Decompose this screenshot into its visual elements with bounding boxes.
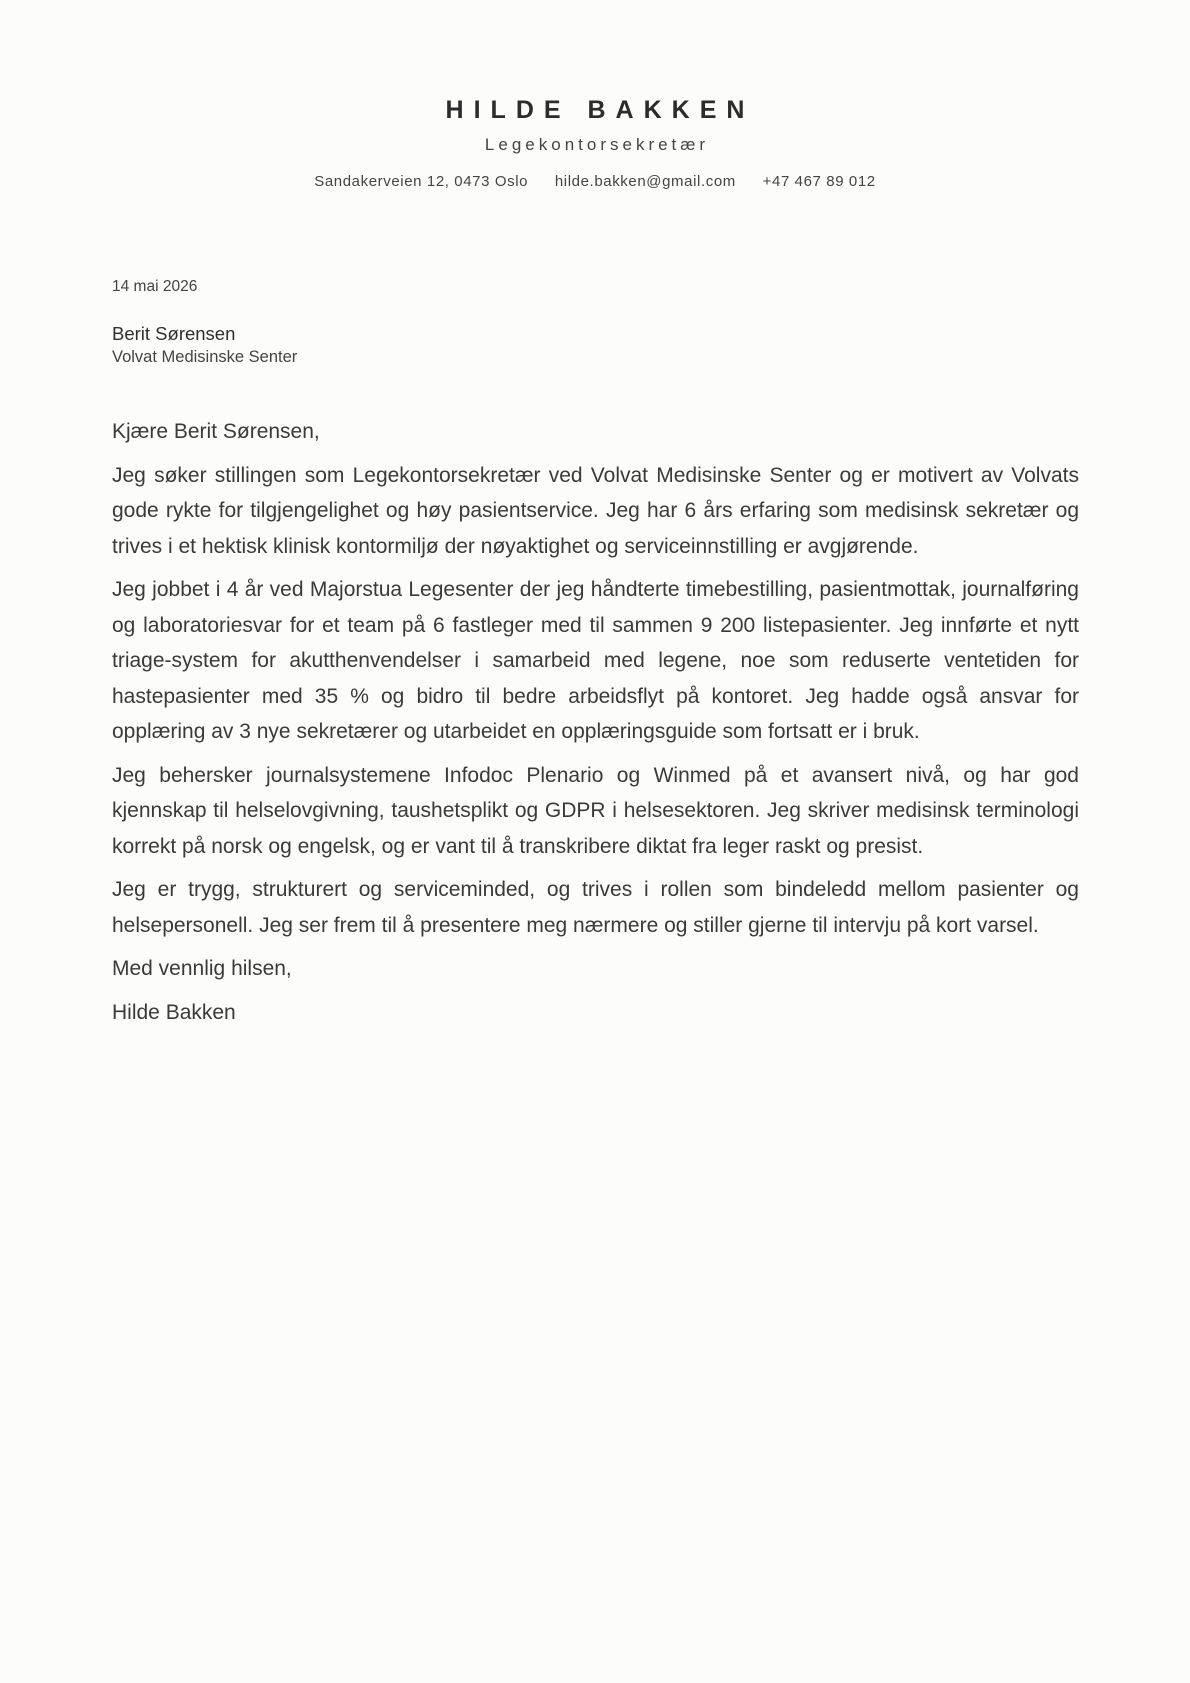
letter-closing: Med vennlig hilsen,: [112, 957, 292, 980]
contact-phone: +47 467 89 012: [762, 173, 876, 190]
letter-date: 14 mai 2026: [112, 278, 198, 295]
letter-greeting: Kjære Berit Sørensen,: [112, 420, 320, 443]
letter-body: [112, 414, 1079, 1038]
recipient-name: Berit Sørensen: [112, 323, 236, 344]
letterhead: [0, 94, 1190, 192]
letter-paragraph-1: Jeg søker stillingen som Legekontorsekretær ved Volvat Medisinske Senter og er motivert av Volvats gode rykte for tilgjengelighet og høy pasientservice. Jeg har 6 års erfaring som medisinsk sekretær og trives i et hektisk klinisk kontormiljø der nøyaktighet og serviceinnstilling er avgjørende.: [112, 463, 1079, 558]
applicant-name: HILDE BAKKEN: [445, 96, 755, 124]
letter-paragraph-3: Jeg behersker journalsystemene Infodoc Plenario og Winmed på et avansert nivå, og har god kjennskap til helselovgivning, taushetsplikt og GDPR i helsesektoren. Jeg skriver medisinsk terminologi korrekt på norsk og engelsk, og er vant til å transkribere diktat fra leger raskt og presist.: [112, 763, 1079, 858]
contact-line: [0, 172, 1190, 192]
contact-email: hilde.bakken@gmail.com: [554, 173, 736, 190]
letter-paragraph-4: Jeg er trygg, strukturert og serviceminded, og trives i rollen som bindeledd mellom pasienter og helsepersonell. Jeg ser frem til å presentere meg nærmere og stiller gjerne til intervju på kort varsel.: [112, 878, 1079, 937]
letter-signature: Hilde Bakken: [112, 1000, 236, 1024]
contact-address: Sandakerveien 12, 0473 Oslo: [314, 173, 529, 190]
letter-paragraph-2: Jeg jobbet i 4 år ved Majorstua Legesenter der jeg håndterte timebestilling, pasientmottak, journalføring og laboratoriesvar for et team på 6 fastleger med til sammen 9 200 listepasienter. Jeg innførte et nytt triage-system for akutthenvendelser i samarbeid med legene, noe som reduserte ventetiden for hastepasienter med 35 % og bidro til bedre arbeidsflyt på kontoret. Jeg hadde også ansvar for opplæring av 3 nye sekretærer og utarbeidet en opplæringsguide som fortsatt er i bruk.: [112, 578, 1079, 743]
recipient-block: [112, 322, 297, 368]
applicant-title: Legekontorsekretær: [484, 135, 710, 154]
recipient-organization: Volvat Medisinske Senter: [112, 348, 298, 366]
